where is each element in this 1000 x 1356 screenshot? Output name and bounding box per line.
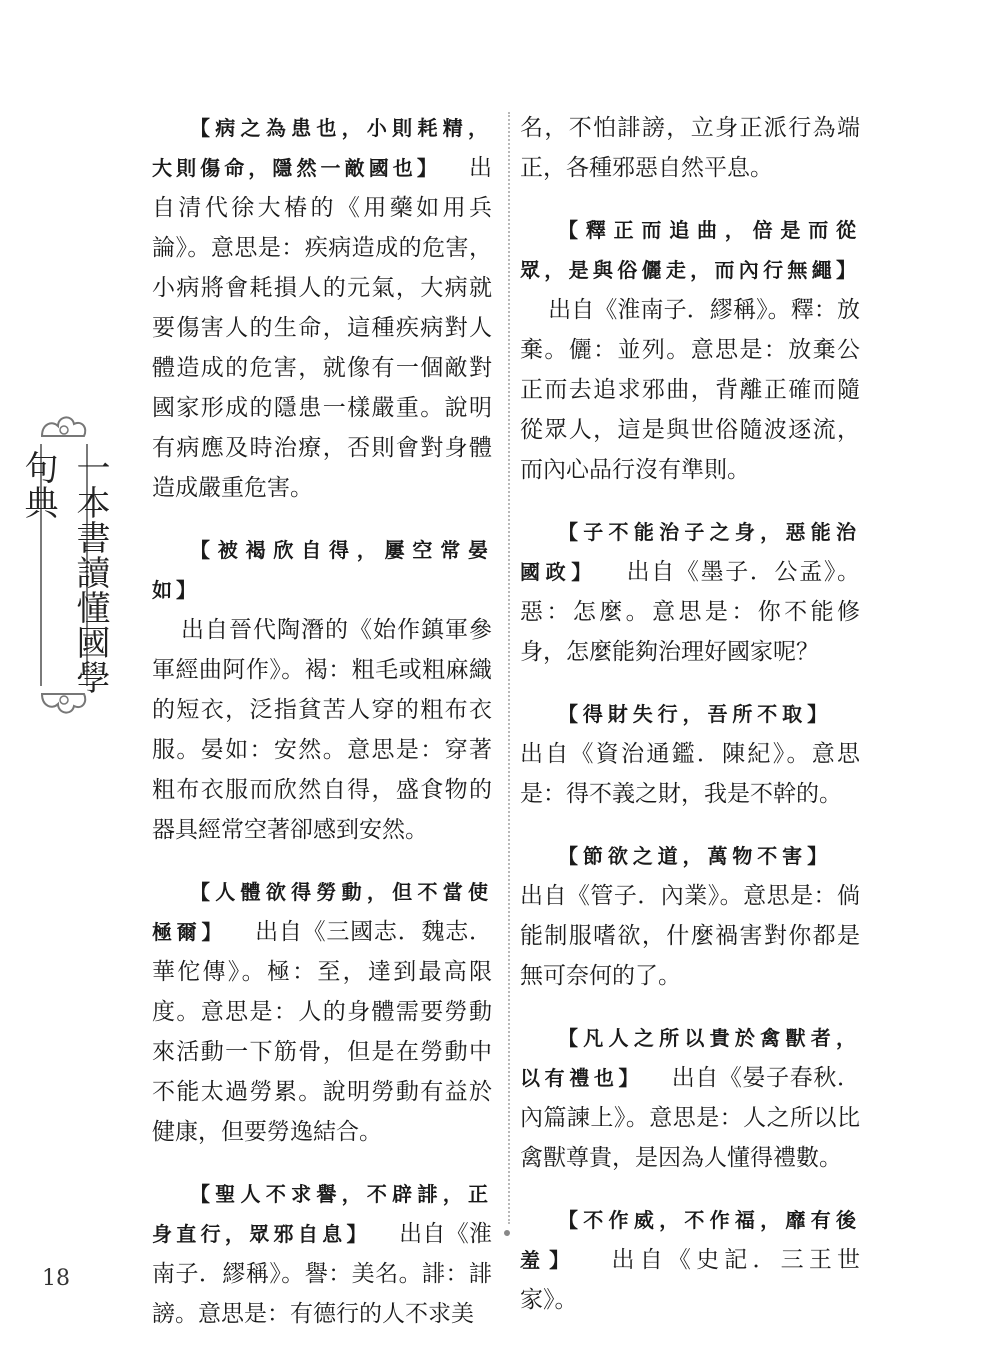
quote-phrase: 【子不能治子之身，惡能治國政】	[520, 520, 860, 584]
quote-entry	[520, 694, 860, 814]
quote-phrase: 【節欲之道，萬物不害】	[558, 844, 832, 868]
quote-phrase: 【凡人之所以貴於禽獸者，以有禮也】	[520, 1026, 860, 1090]
quote-phrase: 【人體欲得勞動，但不當使極爾】	[152, 880, 492, 944]
quote-entry	[520, 1018, 860, 1178]
cloud-ornament-icon	[38, 688, 90, 720]
quote-explanation: 出自晉代陶潛的《始作鎮軍參軍經曲阿作》。褐：粗毛或粗麻織的短衣，泛指貧苦人穿的粗布衣服。晏如：安然。意思是：穿著粗布衣服而欣然自得，盛食物的器具經常空著卻感到安然。	[152, 617, 492, 843]
quote-explanation: 出自《晏子春秋．內篇諫上》。意思是：人之所以比禽獸尊貴，是因為人懂得禮數。	[520, 1065, 861, 1171]
quote-explanation: 出自清代徐大椿的《用藥如用兵論》。意思是：疾病造成的危害，小病將會耗損人的元氣，大病就要傷害人的生命，這種疾病對人體造成的危害，就像有一個敵對國家形成的隱患一樣嚴重。說明有病應及時治療，否則會對身體造成嚴重危害。	[152, 155, 493, 501]
right-column	[520, 108, 860, 1342]
left-column	[152, 108, 492, 1356]
quote-explanation: 出自《三國志．魏志．華佗傳》。極：至，達到最高限度。意思是：人的身體需要勞動來活動一下筋骨，但是在勞動中不能太過勞累。說明勞動有益於健康，但要勞逸結合。	[152, 919, 493, 1145]
side-title-text: 一本書讀懂國學句典	[18, 450, 110, 695]
quote-entry	[520, 836, 860, 996]
quote-entry	[520, 1200, 860, 1320]
quote-explanation: 出自《史記．三王世家》。	[520, 1247, 861, 1313]
quote-phrase: 【被褐欣自得，屢空常晏如】	[152, 538, 492, 602]
quote-explanation: 出自《淮南子．繆稱》。譽：美名。誹：誹謗。意思是：有德行的人不求美	[152, 1221, 493, 1327]
column-divider	[508, 112, 510, 1224]
page-number: 18	[42, 1266, 70, 1291]
quote-phrase: 【聖人不求譽，不辟誹，正身直行，眾邪自息】	[152, 1182, 492, 1246]
cloud-ornament-icon	[38, 410, 90, 442]
quote-entry	[152, 530, 492, 850]
quote-entry	[152, 108, 492, 508]
quote-phrase: 【不作威，不作福，靡有後羞】	[520, 1208, 860, 1272]
quote-phrase: 【病之為患也，小則耗精，大則傷命，隱然一敵國也】	[152, 116, 492, 180]
quote-phrase: 【釋正而追曲，倍是而從眾，是與俗儷走，而內行無繩】	[520, 218, 860, 282]
quote-entry	[520, 108, 860, 188]
quote-phrase: 【得財失行，吾所不取】	[558, 702, 832, 726]
quote-explanation: 出自《資治通鑑．陳紀》。意思是：得不義之財，我是不幹的。	[520, 741, 860, 807]
quote-explanation: 出自《管子．內業》。意思是：倘能制服嗜欲，什麼禍害對你都是無可奈何的了。	[520, 883, 860, 989]
side-title-banner	[18, 410, 110, 720]
quote-explanation: 出自《淮南子．繆稱》。釋：放棄。儷：並列。意思是：放棄公正而去追求邪曲，背離正確而隨從眾人，這是與世俗隨波逐流，而內心品行沒有準則。	[520, 297, 860, 483]
quote-explanation: 名，不怕誹謗，立身正派行為端正，各種邪惡自然平息。	[520, 115, 860, 181]
divider-dot	[504, 1230, 510, 1236]
quote-entry	[152, 872, 492, 1152]
quote-entry	[520, 512, 860, 672]
quote-entry	[152, 1174, 492, 1334]
quote-entry	[520, 210, 860, 490]
quote-explanation: 出自《墨子．公孟》。惡：怎麼。意思是：你不能修身，怎麼能夠治理好國家呢？	[520, 559, 861, 665]
